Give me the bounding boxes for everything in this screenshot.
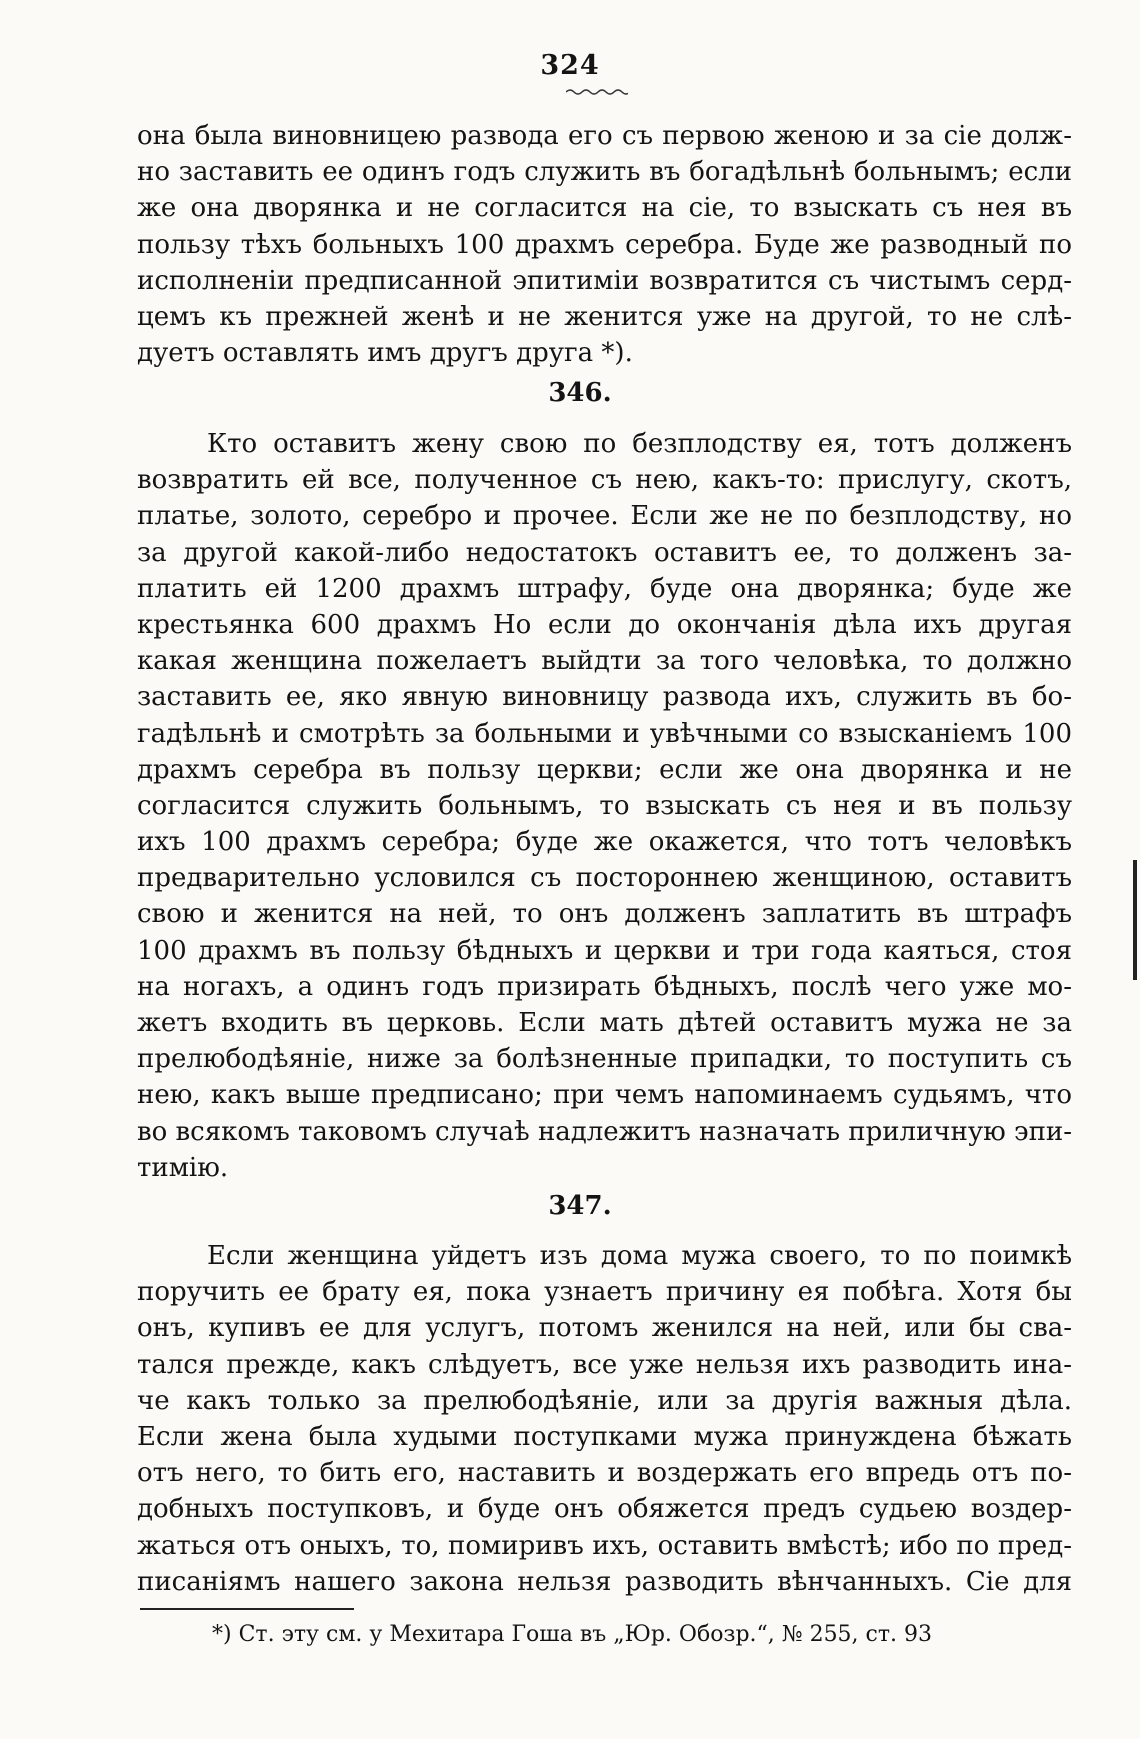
- text-line: добныхъ поступковъ, и буде онъ обяжется предъ судьею воздер-: [137, 1494, 1072, 1525]
- text-line: же она дворянка и не согласится на сіе, то взыскать съ нея въ: [137, 193, 1072, 224]
- text-line: Если жена была худыми поступками мужа принуждена бѣжать: [137, 1421, 1072, 1452]
- text-line: заставить ее, яко явную виновницу развода ихъ, служить въ бо-: [137, 682, 1072, 713]
- text-line: платье, золото, серебро и прочее. Если же не по безплодству, но: [137, 501, 1072, 532]
- text-line: платить ей 1200 драхмъ штрафу, буде она дворянка; буде же: [137, 573, 1072, 604]
- footnote: *) Ст. эту см. у Мехитара Гоша въ „Юр. Обозр.“, № 255, ст. 93: [212, 1622, 933, 1647]
- text-line: отъ него, то бить его, наставить и воздержать его впредь отъ по-: [137, 1458, 1072, 1489]
- text-line: жетъ входить въ церковь. Если мать дѣтей оставитъ мужа не за: [137, 1008, 1072, 1038]
- text-line: во всякомъ таковомъ случаѣ надлежитъ назначать приличную эпи-: [137, 1116, 1073, 1147]
- text-line: писаніямъ нашего закона нельзя разводить вѣнчанныхъ. Сіе для: [137, 1566, 1072, 1597]
- text-line: дуетъ оставлять имъ другъ друга *).: [137, 338, 633, 369]
- text-line: но заставить ее одинъ годъ служить въ богадѣльнѣ больнымъ; если: [137, 157, 1072, 188]
- text-line: возвратить ей все, полученное съ нею, какъ-то: прислугу, скотъ,: [137, 465, 1072, 496]
- text-line: Кто оставитъ жену свою по безплодству ея, тотъ долженъ: [207, 429, 1072, 459]
- section-number-346: 346.: [548, 378, 612, 408]
- page-number: 324: [540, 50, 600, 81]
- text-line: че какъ только за прелюбодѣяніе, или за другія важныя дѣла.: [137, 1385, 1072, 1416]
- text-line: она была виновницею развода его съ первою женою и за сіе долж-: [137, 121, 1072, 151]
- text-line: поручить ее брату ея, пока узнаетъ причину ея побѣга. Хотя бы: [137, 1277, 1072, 1308]
- text-line: прелюбодѣяніе, ниже за болѣзненные припадки, то поступить съ: [137, 1044, 1072, 1075]
- text-line: драхмъ серебра въ пользу церкви; если же она дворянка и не: [137, 754, 1072, 785]
- section-347-paragraph: [137, 1238, 1072, 1600]
- text-line: за другой какой-либо недостатокъ оставитъ ее, то долженъ за-: [137, 537, 1072, 568]
- text-line: гадѣльнѣ и смотрѣть за больными и увѣчными со взысканіемъ 100: [137, 718, 1072, 749]
- text-line: тался прежде, какъ слѣдуетъ, все уже нельзя ихъ разводить ина-: [137, 1349, 1072, 1380]
- text-line: на ногахъ, а одинъ годъ призирать бѣдныхъ, послѣ чего уже мо-: [137, 971, 1072, 1002]
- wavy-ornament: [566, 88, 628, 96]
- continuation-paragraph: [137, 118, 1072, 371]
- text-line: Если женщина уйдетъ изъ дома мужа своего, то по поимкѣ: [207, 1241, 1072, 1271]
- text-line: какая женщина пожелаетъ выйдти за того человѣка, то должно: [137, 646, 1072, 677]
- text-line: исполненіи предписанной эпитиміи возвратится съ чистымъ серд-: [137, 265, 1072, 296]
- text-line: предварительно условился съ постороннею женщиною, оставитъ: [137, 863, 1072, 894]
- section-346-paragraph: [137, 426, 1072, 1186]
- page-edge-mark: [1133, 860, 1137, 980]
- text-line: онъ, купивъ ее для услугъ, потомъ женился на ней, или бы сва-: [137, 1313, 1072, 1344]
- text-line: свою и женится на ней, то онъ долженъ заплатить въ штрафъ: [137, 899, 1072, 930]
- text-line: согласится служить больнымъ, то взыскать съ нея и въ пользу: [137, 790, 1072, 821]
- text-line: жаться отъ оныхъ, то, помиривъ ихъ, оставить вмѣстѣ; ибо по пред-: [137, 1530, 1072, 1561]
- text-line: тимію.: [137, 1152, 229, 1183]
- section-number-347: 347.: [548, 1191, 612, 1221]
- text-line: крестьянка 600 драхмъ Но если до окончанія дѣла ихъ другая: [137, 609, 1072, 640]
- text-line: 100 драхмъ въ пользу бѣдныхъ и церкви и три года каяться, стоя: [137, 935, 1072, 966]
- text-line: нею, какъ выше предписано; при чемъ напоминаемъ судьямъ, что: [137, 1080, 1072, 1111]
- text-line: пользу тѣхъ больныхъ 100 драхмъ серебра. Буде же разводный по: [137, 229, 1072, 260]
- text-line: цемъ къ прежней женѣ и не женится уже на другой, то не слѣ-: [137, 301, 1072, 332]
- text-line: ихъ 100 драхмъ серебра; буде же окажется, что тотъ человѣкъ: [137, 827, 1072, 858]
- footnote-rule: [140, 1608, 354, 1610]
